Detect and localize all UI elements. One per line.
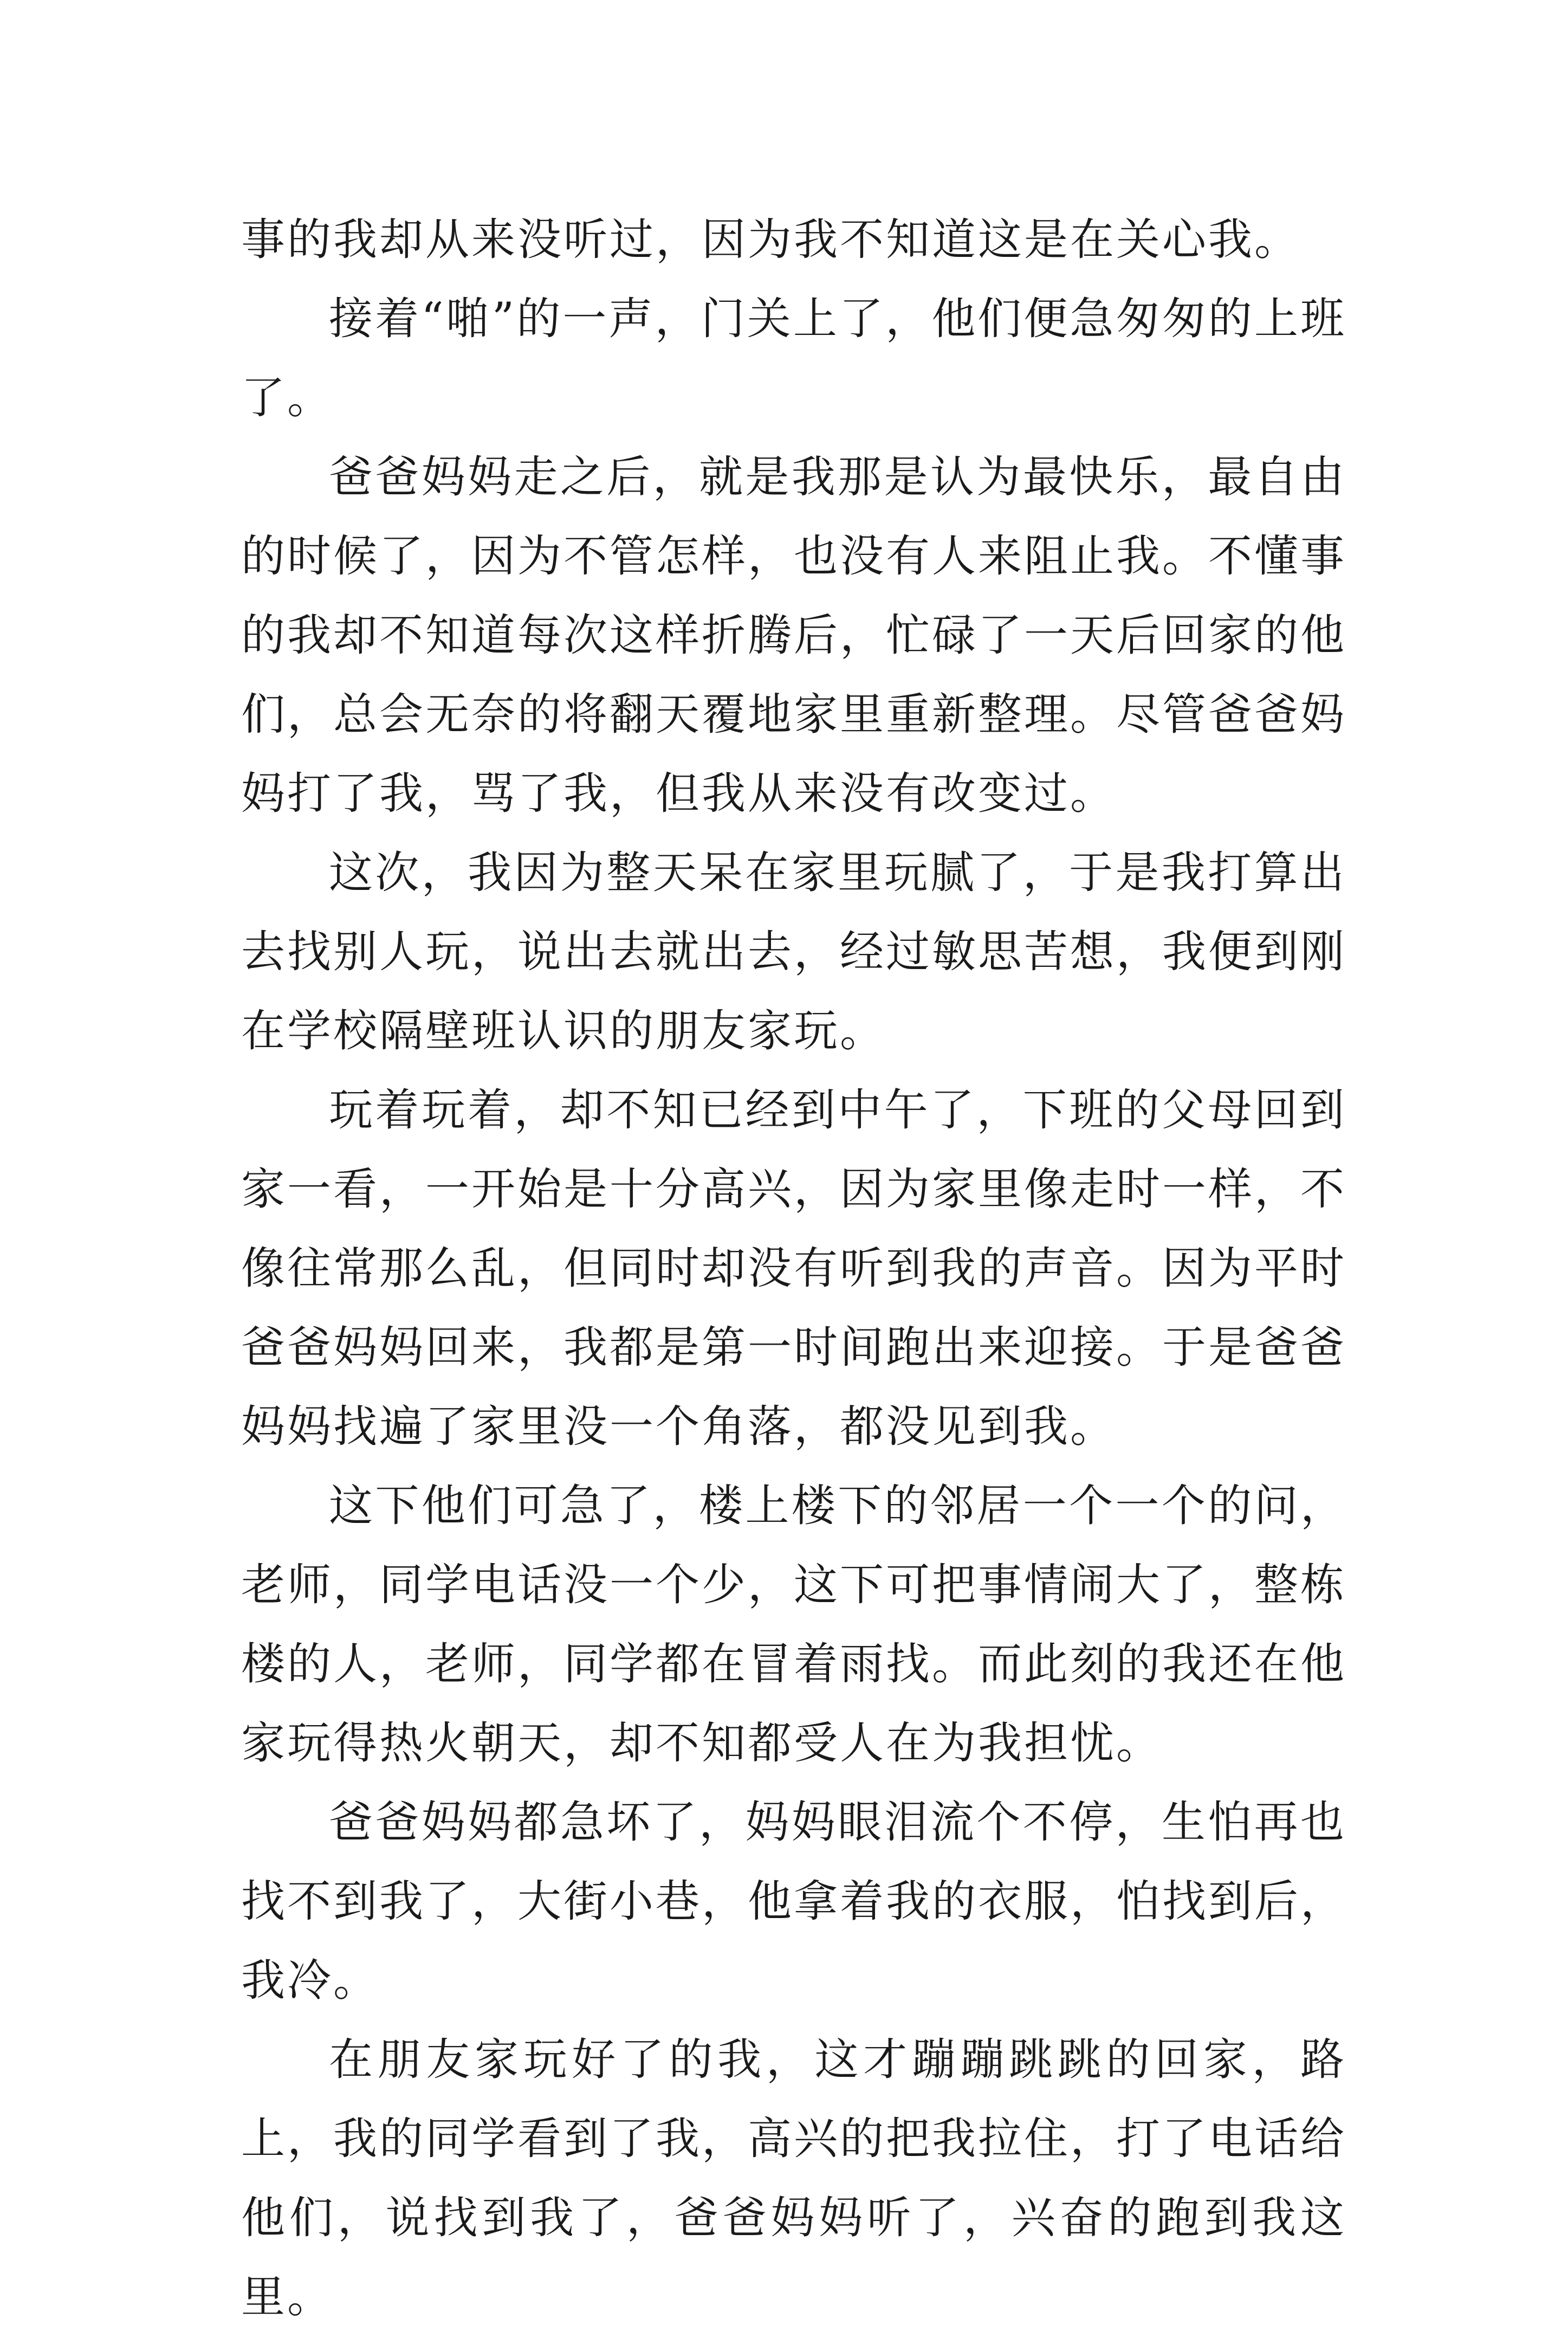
paragraph-6: 这下他们可急了，楼上楼下的邻居一个一个的问，老师，同学电话没一个少，这下可把事情闹大了，整栋楼的人，老师，同学都在冒着雨找。而此刻的我还在他家玩得热火朝天，却不知都受人在为我担忧。 bbox=[241, 1481, 1347, 1769]
paragraph-5: 玩着玩着，却不知已经到中午了，下班的父母回到家一看，一开始是十分高兴，因为家里像走时一样，不像往常那么乱，但同时却没有听到我的声音。因为平时爸爸妈妈回来，我都是第一时间跑出来迎接。于是爸爸妈妈找遍了家里没一个角落，都没见到我。 bbox=[241, 1085, 1347, 1452]
paragraph-3: 爸爸妈妈走之后，就是我那是认为最快乐，最自由的时候了，因为不管怎样，也没有人来阻止我。不懂事的我却不知道每次这样折腾后，忙碌了一天后回家的他们，总会无奈的将翻天覆地家里重新整理。尽管爸爸妈妈打了我，骂了我，但我从来没有改变过。 bbox=[241, 452, 1347, 819]
paragraph-1: 事的我却从来没听过，因为我不知道这是在关心我。 bbox=[241, 215, 1301, 266]
paragraph-8: 在朋友家玩好了的我，这才蹦蹦跳跳的回家，路上，我的同学看到了我，高兴的把我拉住，打了电话给他们，说找到我了，爸爸妈妈听了，兴奋的跑到我这里。 bbox=[241, 2035, 1347, 2323]
paragraph-2: 接着“啪”的一声，门关上了，他们便急匆匆的上班了。 bbox=[241, 294, 1346, 424]
document-body bbox=[241, 201, 1346, 2337]
paragraph-7: 爸爸妈妈都急坏了，妈妈眼泪流个不停，生怕再也找不到我了，大街小巷，他拿着我的衣服，怕找到后，我冷。 bbox=[241, 1797, 1347, 2006]
paragraph-4: 这次，我因为整天呆在家里玩腻了，于是我打算出去找别人玩，说出去就出去，经过敏思苦想，我便到刚在学校隔壁班认识的朋友家玩。 bbox=[241, 848, 1347, 1057]
